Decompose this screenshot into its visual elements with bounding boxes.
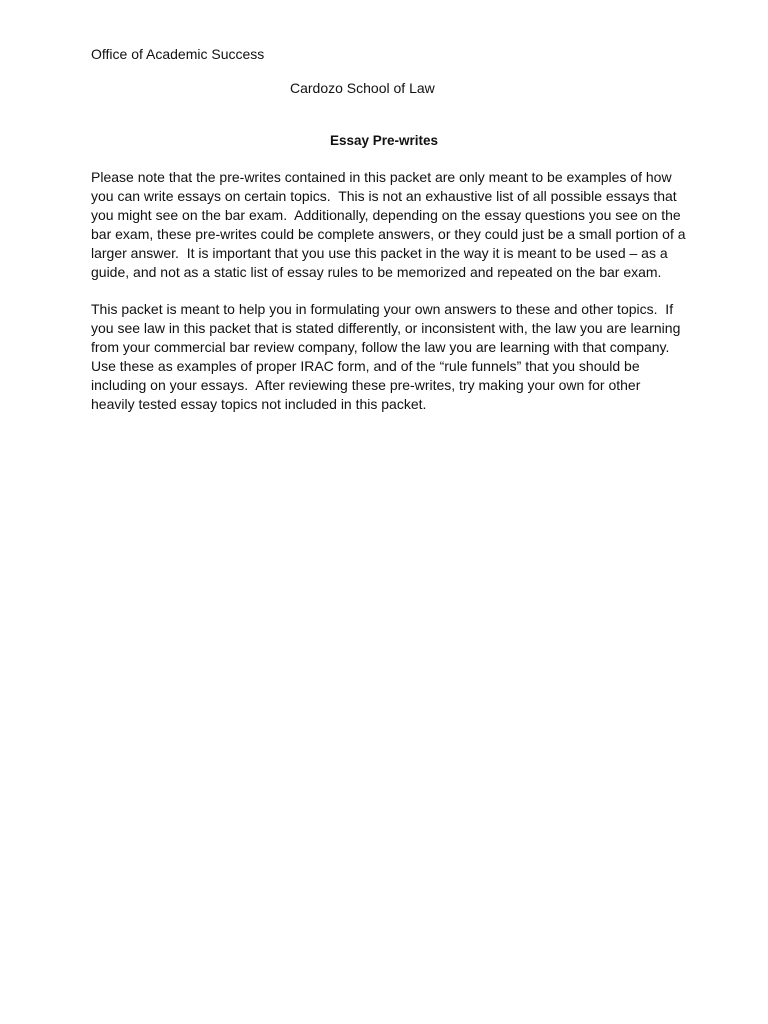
paragraph-line: from your commercial bar review company, follow the law you are learning with that company. bbox=[91, 339, 670, 355]
paragraph-line: you might see on the bar exam. Additionally, depending on the essay questions you see on the bbox=[91, 207, 681, 223]
paragraph-line: Please note that the pre-writes contained in this packet are only meant to be examples of how bbox=[91, 169, 672, 185]
intro-paragraph bbox=[91, 168, 686, 282]
paragraph-line: heavily tested essay topics not included in this packet. bbox=[91, 396, 427, 412]
office-name: Office of Academic Success bbox=[91, 46, 265, 62]
paragraph-line: you see law in this packet that is stated differently, or inconsistent with, the law you are learning bbox=[91, 320, 681, 336]
paragraph-line: bar exam, these pre-writes could be complete answers, or they could just be a small portion of a bbox=[91, 226, 686, 242]
paragraph-line: Use these as examples of proper IRAC form, and of the “rule funnels” that you should be bbox=[91, 358, 640, 374]
paragraph-line: larger answer. It is important that you use this packet in the way it is meant to be used – as a bbox=[91, 245, 668, 261]
paragraph-line: This packet is meant to help you in formulating your own answers to these and other topics. If bbox=[91, 301, 674, 317]
usage-paragraph bbox=[91, 300, 680, 414]
paragraph-line: you can write essays on certain topics. This is not an exhaustive list of all possible essays that bbox=[91, 188, 677, 204]
paragraph-line: guide, and not as a static list of essay rules to be memorized and repeated on the bar exam. bbox=[91, 264, 662, 280]
school-name: Cardozo School of Law bbox=[290, 80, 435, 96]
document-title: Essay Pre-writes bbox=[329, 133, 439, 148]
paragraph-line: including on your essays. After reviewing these pre-writes, try making your own for other bbox=[91, 377, 641, 393]
